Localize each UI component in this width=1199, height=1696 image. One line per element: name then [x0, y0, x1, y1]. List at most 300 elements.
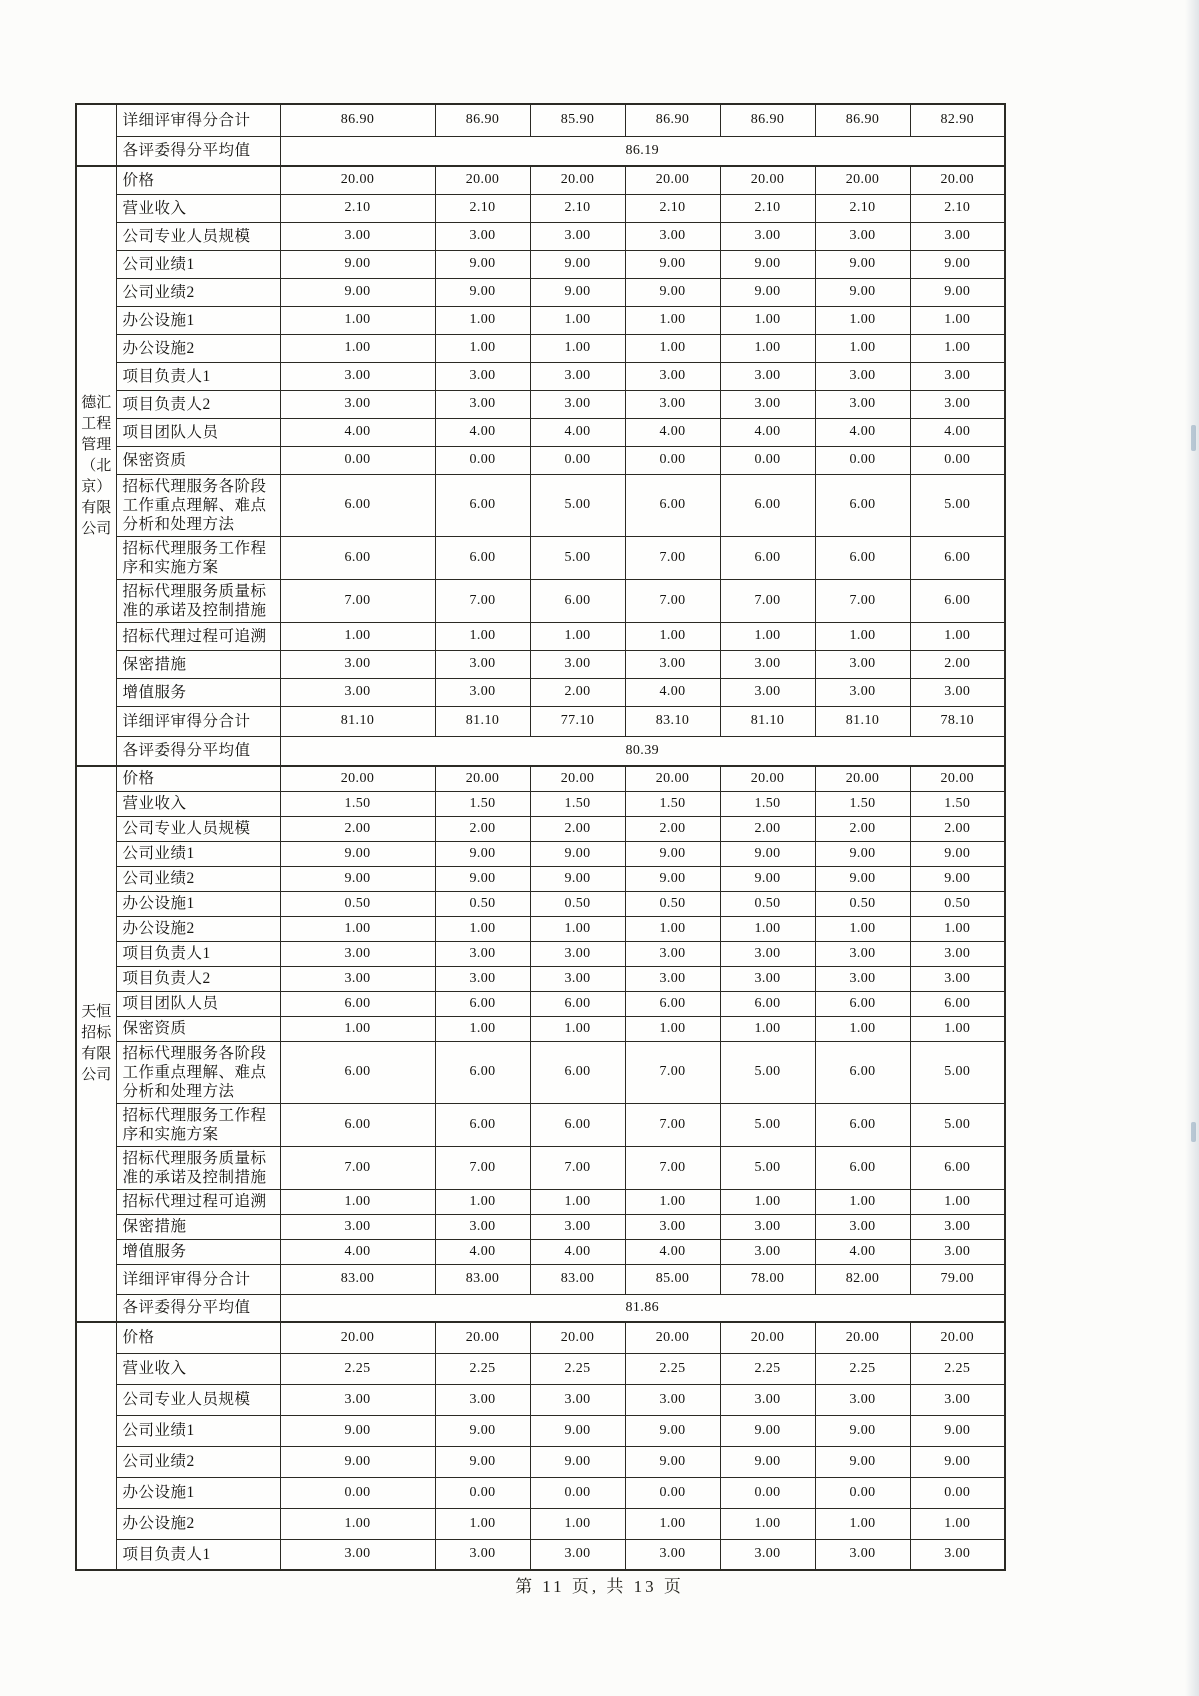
score-cell: 3.00 — [625, 222, 720, 250]
score-cell: 0.00 — [720, 1477, 815, 1508]
score-cell: 9.00 — [435, 250, 530, 278]
table-row — [76, 362, 1005, 390]
score-cell: 9.00 — [280, 250, 435, 278]
score-cell: 6.00 — [530, 579, 625, 622]
score-cell: 3.00 — [815, 678, 910, 706]
score-cell: 1.00 — [435, 1189, 530, 1214]
table-row — [76, 1146, 1005, 1189]
score-cell: 1.00 — [720, 334, 815, 362]
score-cell: 1.00 — [530, 1189, 625, 1214]
score-cell: 20.00 — [720, 1322, 815, 1353]
score-cell: 3.00 — [815, 222, 910, 250]
criterion-label: 保密措施 — [116, 650, 280, 678]
table-row — [76, 334, 1005, 362]
score-cell: 3.00 — [720, 1384, 815, 1415]
table-row — [76, 1322, 1005, 1353]
score-cell: 4.00 — [625, 418, 720, 446]
score-cell: 82.00 — [815, 1264, 910, 1294]
score-cell: 2.25 — [530, 1353, 625, 1384]
criterion-label: 增值服务 — [116, 1239, 280, 1264]
score-cell: 0.00 — [530, 1477, 625, 1508]
score-cell: 1.00 — [815, 622, 910, 650]
score-cell: 77.10 — [530, 706, 625, 736]
score-cell: 1.00 — [815, 1508, 910, 1539]
score-cell: 6.00 — [280, 1041, 435, 1103]
score-cell: 6.00 — [435, 1041, 530, 1103]
score-cell: 6.00 — [435, 536, 530, 579]
score-cell: 6.00 — [435, 474, 530, 536]
score-cell: 1.00 — [280, 306, 435, 334]
criterion-label: 办公设施1 — [116, 891, 280, 916]
criterion-label: 公司专业人员规模 — [116, 222, 280, 250]
score-cell: 1.00 — [720, 1189, 815, 1214]
score-cell: 2.00 — [530, 816, 625, 841]
score-cell: 6.00 — [815, 1103, 910, 1146]
score-cell: 0.50 — [815, 891, 910, 916]
score-cell: 2.00 — [720, 816, 815, 841]
criterion-label: 项目负责人2 — [116, 390, 280, 418]
criterion-label: 招标代理服务质量标准的承诺及控制措施 — [116, 1146, 280, 1189]
score-cell: 2.25 — [280, 1353, 435, 1384]
score-cell: 4.00 — [815, 418, 910, 446]
score-cell: 3.00 — [815, 650, 910, 678]
criterion-label: 项目负责人2 — [116, 966, 280, 991]
score-cell: 2.00 — [815, 816, 910, 841]
table-row — [76, 966, 1005, 991]
score-cell: 6.00 — [720, 991, 815, 1016]
score-cell: 1.50 — [720, 791, 815, 816]
score-cell: 1.00 — [280, 1016, 435, 1041]
table-row — [76, 222, 1005, 250]
score-cell: 1.00 — [815, 1189, 910, 1214]
criterion-label: 公司专业人员规模 — [116, 1384, 280, 1415]
table-row — [76, 622, 1005, 650]
criterion-label: 公司业绩2 — [116, 278, 280, 306]
score-cell: 3.00 — [280, 1214, 435, 1239]
score-cell: 3.00 — [435, 650, 530, 678]
score-cell: 0.00 — [910, 446, 1005, 474]
score-cell: 4.00 — [625, 1239, 720, 1264]
score-cell: 1.00 — [280, 1508, 435, 1539]
score-cell: 20.00 — [625, 1322, 720, 1353]
score-cell: 2.25 — [720, 1353, 815, 1384]
score-cell: 3.00 — [435, 1539, 530, 1570]
score-cell: 20.00 — [625, 166, 720, 194]
score-cell: 9.00 — [280, 278, 435, 306]
table-row — [76, 250, 1005, 278]
score-cell: 79.00 — [910, 1264, 1005, 1294]
score-cell: 9.00 — [625, 1415, 720, 1446]
score-cell: 4.00 — [280, 1239, 435, 1264]
score-cell: 83.00 — [280, 1264, 435, 1294]
score-cell: 4.00 — [815, 1239, 910, 1264]
score-cell: 9.00 — [910, 278, 1005, 306]
score-cell: 3.00 — [280, 1384, 435, 1415]
score-cell: 2.25 — [625, 1353, 720, 1384]
score-cell: 6.00 — [720, 536, 815, 579]
score-cell: 9.00 — [530, 841, 625, 866]
score-cell: 3.00 — [530, 650, 625, 678]
scanner-artifact — [1191, 1122, 1196, 1142]
score-cell: 1.00 — [625, 1189, 720, 1214]
score-cell: 9.00 — [815, 250, 910, 278]
score-cell: 6.00 — [280, 536, 435, 579]
score-cell: 9.00 — [280, 841, 435, 866]
score-cell: 0.00 — [435, 1477, 530, 1508]
score-cell: 85.90 — [530, 104, 625, 136]
score-cell: 4.00 — [530, 418, 625, 446]
criterion-label: 项目负责人1 — [116, 362, 280, 390]
score-cell: 20.00 — [815, 166, 910, 194]
score-cell: 5.00 — [530, 474, 625, 536]
score-cell: 1.00 — [720, 916, 815, 941]
score-cell: 0.50 — [280, 891, 435, 916]
score-cell: 7.00 — [815, 579, 910, 622]
criterion-label: 保密资质 — [116, 446, 280, 474]
score-cell: 3.00 — [280, 222, 435, 250]
score-cell: 20.00 — [530, 166, 625, 194]
score-cell: 6.00 — [815, 1146, 910, 1189]
criterion-label: 公司业绩2 — [116, 1446, 280, 1477]
score-cell: 7.00 — [625, 1041, 720, 1103]
score-cell: 9.00 — [625, 250, 720, 278]
score-cell: 1.00 — [720, 1016, 815, 1041]
score-cell: 1.00 — [280, 334, 435, 362]
score-cell: 0.00 — [720, 446, 815, 474]
company-name-empty — [76, 104, 116, 166]
criterion-label: 招标代理服务质量标准的承诺及控制措施 — [116, 579, 280, 622]
table-row — [76, 941, 1005, 966]
score-cell: 86.90 — [815, 104, 910, 136]
score-cell: 2.10 — [625, 194, 720, 222]
score-cell: 7.00 — [720, 579, 815, 622]
score-cell: 3.00 — [280, 362, 435, 390]
score-cell: 3.00 — [530, 966, 625, 991]
score-cell: 3.00 — [280, 390, 435, 418]
score-cell: 2.10 — [530, 194, 625, 222]
criterion-label: 公司业绩2 — [116, 866, 280, 891]
score-cell: 20.00 — [435, 766, 530, 791]
score-cell: 1.00 — [625, 916, 720, 941]
score-cell: 3.00 — [280, 650, 435, 678]
score-cell: 4.00 — [280, 418, 435, 446]
score-cell: 3.00 — [815, 1214, 910, 1239]
average-score-value: 86.19 — [280, 136, 1005, 166]
score-cell: 9.00 — [530, 866, 625, 891]
score-cell: 2.00 — [625, 816, 720, 841]
score-cell: 3.00 — [815, 1539, 910, 1570]
score-cell: 81.10 — [280, 706, 435, 736]
score-cell: 1.00 — [435, 1508, 530, 1539]
score-cell: 1.00 — [435, 334, 530, 362]
score-cell: 6.00 — [530, 1041, 625, 1103]
score-cell: 1.00 — [530, 1016, 625, 1041]
table-row — [76, 1384, 1005, 1415]
score-cell: 9.00 — [815, 1446, 910, 1477]
table-row — [76, 706, 1005, 736]
score-cell: 6.00 — [910, 1146, 1005, 1189]
criterion-label: 项目负责人1 — [116, 1539, 280, 1570]
table-row — [76, 306, 1005, 334]
table-row — [76, 390, 1005, 418]
scanner-artifact — [1191, 425, 1196, 451]
criterion-label: 营业收入 — [116, 1353, 280, 1384]
score-cell: 81.10 — [720, 706, 815, 736]
score-cell: 6.00 — [815, 536, 910, 579]
total-row-label: 详细评审得分合计 — [116, 1264, 280, 1294]
score-cell: 1.00 — [815, 916, 910, 941]
score-cell: 2.10 — [435, 194, 530, 222]
table-row — [76, 474, 1005, 536]
score-cell: 2.25 — [910, 1353, 1005, 1384]
score-cell: 20.00 — [530, 1322, 625, 1353]
score-cell: 3.00 — [435, 966, 530, 991]
score-cell: 20.00 — [815, 1322, 910, 1353]
score-cell: 7.00 — [625, 579, 720, 622]
criterion-label: 办公设施1 — [116, 306, 280, 334]
score-cell: 3.00 — [280, 678, 435, 706]
criterion-label: 招标代理服务工作程序和实施方案 — [116, 536, 280, 579]
score-cell: 1.00 — [280, 1189, 435, 1214]
table-row — [76, 166, 1005, 194]
criterion-label: 项目团队人员 — [116, 418, 280, 446]
table-row — [76, 1189, 1005, 1214]
score-cell: 20.00 — [910, 166, 1005, 194]
criterion-label: 营业收入 — [116, 194, 280, 222]
score-cell: 3.00 — [815, 362, 910, 390]
score-cell: 0.00 — [815, 446, 910, 474]
table-row — [76, 536, 1005, 579]
average-row-label: 各评委得分平均值 — [116, 136, 280, 166]
score-cell: 6.00 — [625, 991, 720, 1016]
score-cell: 3.00 — [530, 390, 625, 418]
score-cell: 0.50 — [435, 891, 530, 916]
score-cell: 86.90 — [720, 104, 815, 136]
score-cell: 5.00 — [910, 1041, 1005, 1103]
score-cell: 1.00 — [625, 334, 720, 362]
score-cell: 1.00 — [720, 1508, 815, 1539]
score-cell: 3.00 — [625, 362, 720, 390]
score-cell: 20.00 — [530, 766, 625, 791]
score-cell: 9.00 — [625, 866, 720, 891]
score-cell: 1.00 — [625, 306, 720, 334]
score-cell: 6.00 — [435, 991, 530, 1016]
criterion-label: 招标代理过程可追溯 — [116, 622, 280, 650]
table-row — [76, 991, 1005, 1016]
score-cell: 20.00 — [910, 766, 1005, 791]
score-cell: 3.00 — [720, 222, 815, 250]
score-cell: 1.00 — [815, 334, 910, 362]
average-score-value: 80.39 — [280, 736, 1005, 766]
table-row — [76, 1477, 1005, 1508]
score-cell: 3.00 — [625, 966, 720, 991]
score-cell: 9.00 — [720, 278, 815, 306]
score-cell: 9.00 — [435, 1415, 530, 1446]
score-cell: 4.00 — [530, 1239, 625, 1264]
score-cell: 1.00 — [435, 1016, 530, 1041]
score-cell: 0.00 — [910, 1477, 1005, 1508]
score-cell: 3.00 — [625, 1539, 720, 1570]
score-cell: 2.00 — [435, 816, 530, 841]
score-cell: 6.00 — [530, 1103, 625, 1146]
score-cell: 81.10 — [815, 706, 910, 736]
score-cell: 1.00 — [280, 622, 435, 650]
score-cell: 3.00 — [720, 966, 815, 991]
score-cell: 4.00 — [720, 418, 815, 446]
score-cell: 7.00 — [280, 1146, 435, 1189]
score-cell: 3.00 — [815, 941, 910, 966]
score-cell: 20.00 — [815, 766, 910, 791]
score-cell: 0.00 — [625, 446, 720, 474]
criterion-label: 公司业绩1 — [116, 841, 280, 866]
score-cell: 9.00 — [625, 841, 720, 866]
score-cell: 3.00 — [910, 222, 1005, 250]
criterion-label: 招标代理服务各阶段工作重点理解、难点分析和处理方法 — [116, 474, 280, 536]
score-cell: 1.00 — [435, 622, 530, 650]
criterion-label: 招标代理服务各阶段工作重点理解、难点分析和处理方法 — [116, 1041, 280, 1103]
score-cell: 2.10 — [720, 194, 815, 222]
score-cell: 9.00 — [720, 1446, 815, 1477]
score-cell: 9.00 — [280, 1446, 435, 1477]
score-cell: 4.00 — [625, 678, 720, 706]
score-cell: 4.00 — [910, 418, 1005, 446]
table-row — [76, 1214, 1005, 1239]
criterion-label: 价格 — [116, 1322, 280, 1353]
score-cell: 3.00 — [720, 1539, 815, 1570]
score-cell: 6.00 — [280, 474, 435, 536]
score-cell: 6.00 — [910, 991, 1005, 1016]
scanner-edge-shadow — [1185, 0, 1199, 1696]
score-cell: 3.00 — [435, 222, 530, 250]
score-cell: 3.00 — [435, 362, 530, 390]
table-row — [76, 650, 1005, 678]
score-cell: 81.10 — [435, 706, 530, 736]
score-cell: 2.00 — [910, 650, 1005, 678]
criterion-label: 保密资质 — [116, 1016, 280, 1041]
score-cell: 0.00 — [435, 446, 530, 474]
score-cell: 1.00 — [815, 1016, 910, 1041]
score-cell: 1.00 — [910, 306, 1005, 334]
criterion-label: 公司业绩1 — [116, 250, 280, 278]
table-row — [76, 278, 1005, 306]
table-row — [76, 1508, 1005, 1539]
score-cell: 1.00 — [720, 622, 815, 650]
score-cell: 1.00 — [720, 306, 815, 334]
score-cell: 6.00 — [720, 474, 815, 536]
average-row-label: 各评委得分平均值 — [116, 1294, 280, 1322]
score-cell: 1.00 — [625, 1016, 720, 1041]
score-cell: 3.00 — [815, 1384, 910, 1415]
average-score-value: 81.86 — [280, 1294, 1005, 1322]
evaluation-score-table — [75, 103, 1006, 1571]
score-cell: 0.50 — [720, 891, 815, 916]
company-name-empty — [76, 1322, 116, 1570]
score-cell: 3.00 — [910, 678, 1005, 706]
score-cell: 1.00 — [280, 916, 435, 941]
score-cell: 1.00 — [910, 334, 1005, 362]
table-row — [76, 1016, 1005, 1041]
criterion-label: 项目团队人员 — [116, 991, 280, 1016]
score-cell: 1.00 — [435, 306, 530, 334]
score-cell: 1.00 — [530, 916, 625, 941]
table-row — [76, 194, 1005, 222]
score-cell: 1.00 — [625, 1508, 720, 1539]
score-cell: 86.90 — [435, 104, 530, 136]
score-cell: 3.00 — [625, 1214, 720, 1239]
score-cell: 3.00 — [435, 390, 530, 418]
score-cell: 1.00 — [530, 1508, 625, 1539]
score-cell: 9.00 — [910, 841, 1005, 866]
score-cell: 3.00 — [280, 941, 435, 966]
score-cell: 3.00 — [910, 1239, 1005, 1264]
score-cell: 20.00 — [720, 766, 815, 791]
score-cell: 3.00 — [625, 650, 720, 678]
score-cell: 9.00 — [815, 841, 910, 866]
score-cell: 1.50 — [435, 791, 530, 816]
score-cell: 9.00 — [720, 841, 815, 866]
score-cell: 3.00 — [530, 222, 625, 250]
table-row — [76, 1041, 1005, 1103]
score-cell: 9.00 — [435, 1446, 530, 1477]
table-row — [76, 678, 1005, 706]
score-cell: 1.50 — [625, 791, 720, 816]
score-cell: 1.50 — [910, 791, 1005, 816]
score-cell: 0.50 — [625, 891, 720, 916]
score-cell: 1.00 — [910, 916, 1005, 941]
criterion-label: 增值服务 — [116, 678, 280, 706]
score-cell: 3.00 — [720, 678, 815, 706]
score-cell: 20.00 — [280, 1322, 435, 1353]
score-cell: 3.00 — [720, 650, 815, 678]
score-cell: 5.00 — [530, 536, 625, 579]
score-cell: 9.00 — [815, 278, 910, 306]
score-cell: 0.00 — [625, 1477, 720, 1508]
score-cell: 3.00 — [910, 362, 1005, 390]
score-cell: 1.00 — [910, 1508, 1005, 1539]
score-cell: 0.50 — [910, 891, 1005, 916]
score-cell: 4.00 — [435, 1239, 530, 1264]
score-cell: 3.00 — [720, 1239, 815, 1264]
score-cell: 86.90 — [625, 104, 720, 136]
company-name: 德汇工程管理（北京）有限公司 — [76, 166, 116, 766]
score-cell: 0.00 — [280, 446, 435, 474]
score-cell: 3.00 — [435, 1214, 530, 1239]
score-cell: 3.00 — [530, 1384, 625, 1415]
score-cell: 1.50 — [530, 791, 625, 816]
score-cell: 6.00 — [910, 536, 1005, 579]
score-cell: 1.00 — [530, 334, 625, 362]
table-row — [76, 791, 1005, 816]
score-cell: 83.00 — [435, 1264, 530, 1294]
score-cell: 6.00 — [910, 579, 1005, 622]
score-cell: 9.00 — [910, 1446, 1005, 1477]
score-cell: 2.25 — [435, 1353, 530, 1384]
score-cell: 3.00 — [530, 362, 625, 390]
score-cell: 7.00 — [435, 1146, 530, 1189]
score-cell: 6.00 — [815, 474, 910, 536]
criterion-label: 保密措施 — [116, 1214, 280, 1239]
score-cell: 3.00 — [910, 1384, 1005, 1415]
criterion-label: 招标代理过程可追溯 — [116, 1189, 280, 1214]
score-cell: 1.00 — [910, 1189, 1005, 1214]
score-cell: 2.00 — [910, 816, 1005, 841]
score-cell: 7.00 — [625, 536, 720, 579]
criterion-label: 价格 — [116, 766, 280, 791]
score-cell: 9.00 — [280, 1415, 435, 1446]
score-cell: 9.00 — [815, 866, 910, 891]
table-row — [76, 1239, 1005, 1264]
score-cell: 9.00 — [625, 1446, 720, 1477]
